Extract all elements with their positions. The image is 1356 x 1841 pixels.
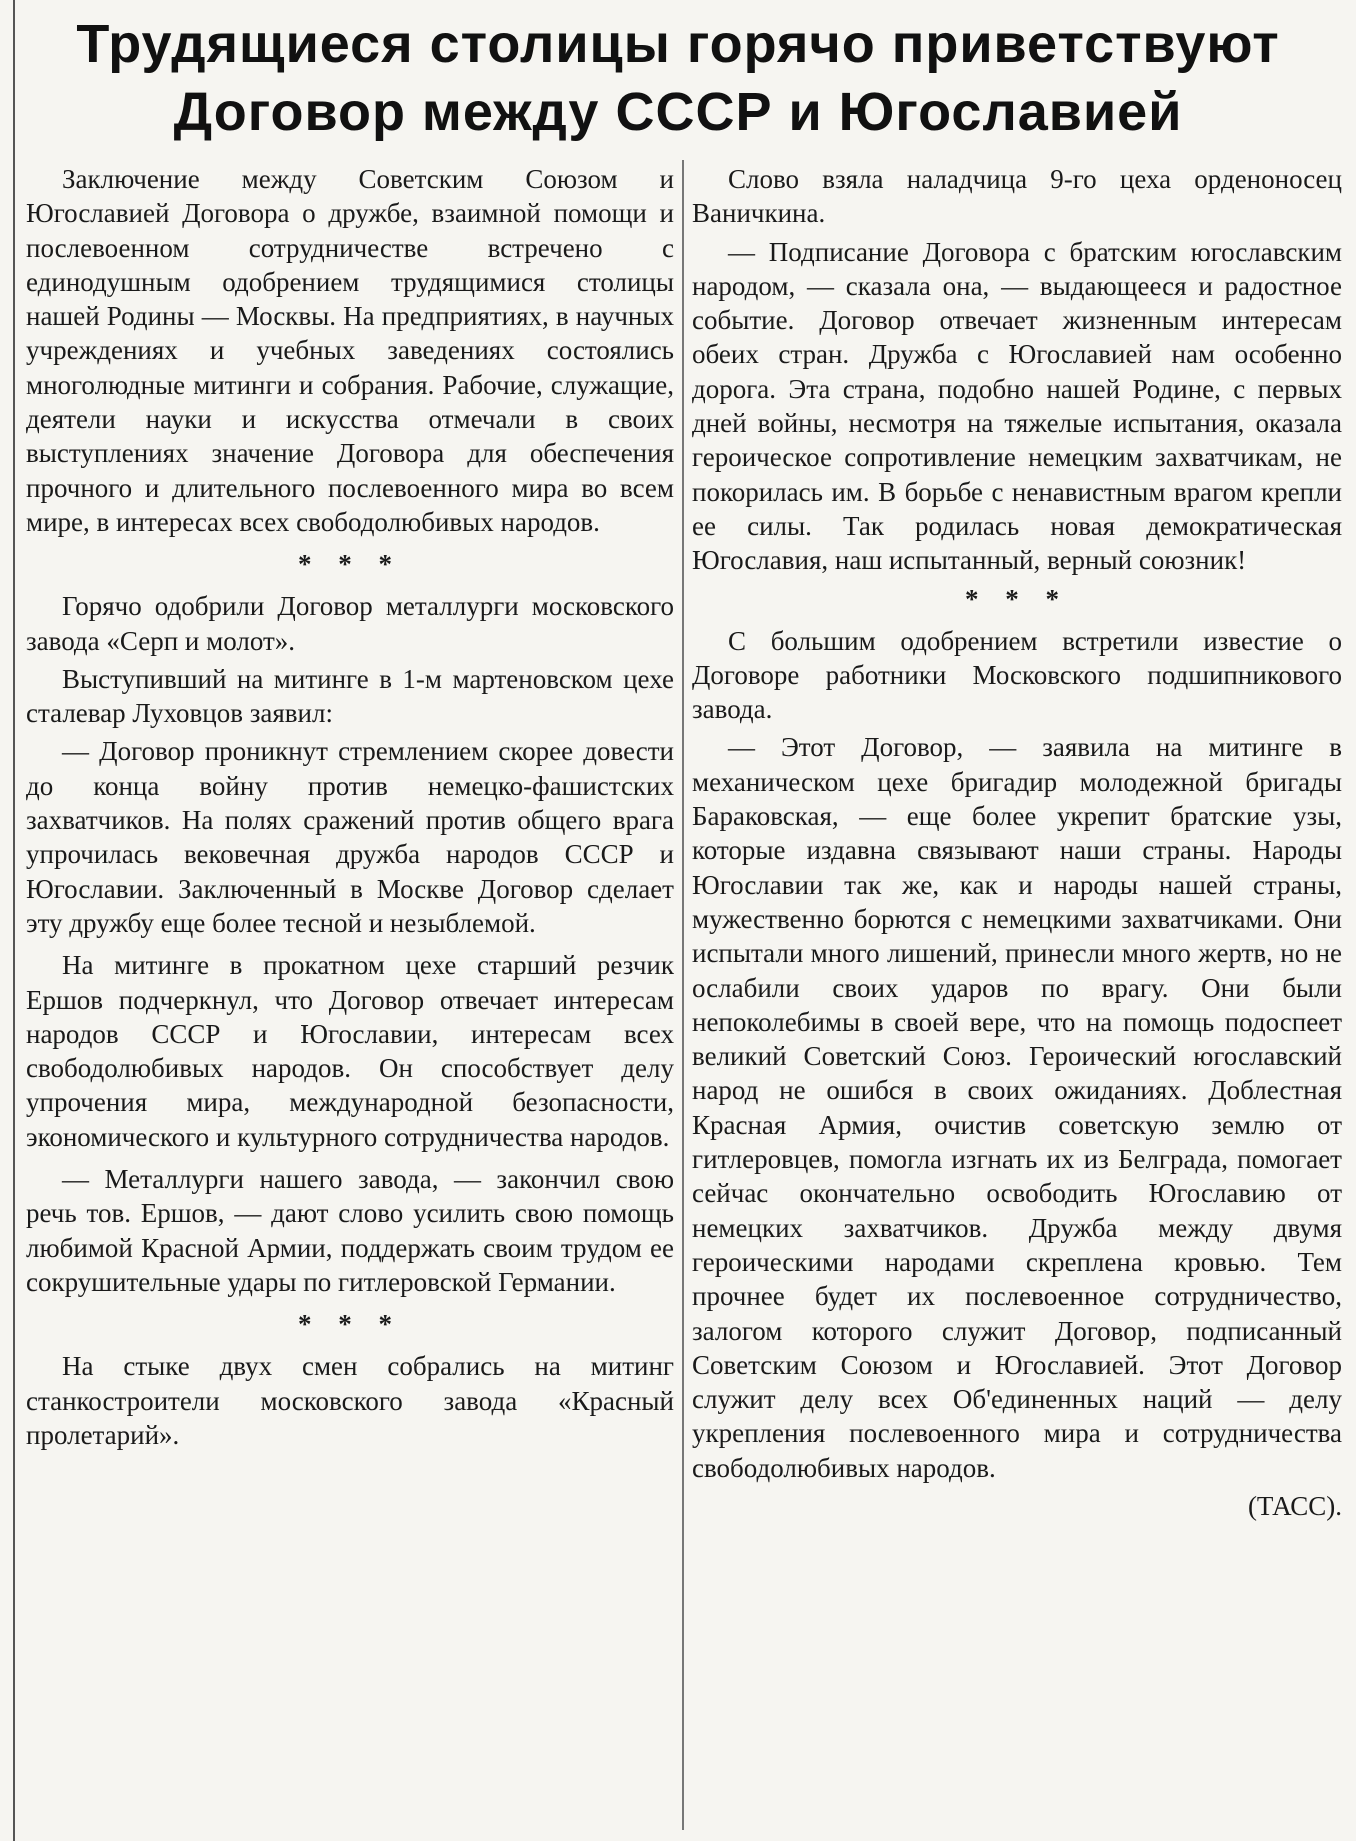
column-divider	[682, 160, 684, 1830]
paragraph: Горячо одобрили Договор металлурги московского завода «Серп и молот».	[26, 591, 674, 656]
paragraph: Слово взяла наладчица 9-го цеха орденоносец Ваничкина.	[692, 164, 1342, 229]
paragraph: С большим одобрением встретили известие о Договоре работники Московского подшипникового завода.	[692, 625, 1342, 725]
paragraph: — Этот Договор, — заявила на митинге в механическом цехе бригадир молодежной бригады Бараковская, — еще более укрепит братские узы, которые издавна связывают наши страны. Народы Югославии так же, как и народы нашей страны, мужественно борются с немецкими захватчиками. Они испытали много лишений, принесли много жертв, но не ослабили своих ударов по врагу. Они были непоколебимы в своей вере, что на помощь подоспеет великий Советский Союз. Героический югославский народ не ошибся в своих ожиданиях. Доблестная Красная Армия, очистив советскую землю от гитлеровцев, помогла изгнать их из Белграда, помогает сейчас окончательно освободить Югославию от немецких захватчиков. Дружба между двумя героическими народами скреплена кровью. Тем прочнее будет их послевоенное сотрудничество, залогом которого служит Договор, подписанный Советским Союзом и Югославией. Этот Договор служит делу всех Об'единенных наций — делу укрепления послевоенного мира и сотрудничества свободолюбивых народов.	[692, 732, 1342, 1483]
section-separator: * * *	[298, 1309, 402, 1340]
paragraph: — Договор проникнут стремлением скорее довести до конца войну против немецко-фашистских захватчиков. На полях сражений против общего врага упрочилась вековечная дружба народов СССР и Югославии. Заключенный в Москве Договор сделает эту дружбу еще более тесной и незыблемой.	[26, 736, 674, 938]
paragraph: Выступивший на митинге в 1-м мартеновском цехе сталевар Луховцов заявил:	[26, 663, 674, 729]
article-column-right	[692, 162, 1342, 1531]
paragraph: На стыке двух смен собрались на митинг станкостроители московского завода «Красный пролетарий».	[26, 1351, 674, 1450]
headline-line-1: Трудящиеся столицы горячо приветствуют	[76, 14, 1280, 74]
paragraph: На митинге в прокатном цехе старший резчик Ершов подчеркнул, что Договор отвечает интересам народов СССР и Югославии, интересам всех свободолюбивых народов. Он способствует делу упрочения мира, международной безопасности, экономического и культурного сотрудничества народов.	[26, 950, 674, 1152]
headline-line-2: Договор между СССР и Югославией	[173, 82, 1183, 142]
tass-signature: (ТАСС).	[1247, 1490, 1342, 1521]
paragraph: — Подписание Договора с братским югославским народом, — сказала она, — выдающееся и радостное событие. Договор отвечает жизненным интересам обеих стран. Дружба с Югославией нам особенно дорога. Эта страна, подобно нашей Родине, с первых дней войны, несмотря на тяжелые испытания, оказала героическое сопротивление немецким захватчикам, не покорилась им. В борьбе с ненавистным врагом крепли ее силы. Так родилась новая демократическая Югославия, наш испытанный, верный союзник!	[692, 236, 1342, 576]
section-separator: * * *	[298, 549, 402, 580]
section-separator: * * *	[965, 583, 1069, 614]
left-margin-rule	[13, 0, 15, 1841]
paragraph: — Металлурги нашего завода, — закончил свою речь тов. Ершов, — дают слово усилить свою помощь любимой Красной Армии, поддержать своим трудом ее сокрушительные удары по гитлеровской Германии.	[26, 1164, 674, 1297]
paragraph: Заключение между Советским Союзом и Югославией Договора о дружбе, взаимной помощи и послевоенном сотрудничестве встречено с единодушным одобрением трудящимися столицы нашей Родины — Москвы. На предприятиях, в научных учреждениях и учебных заведениях состоялись многолюдные митинги и собрания. Рабочие, служащие, деятели науки и искусства отмечали в своих выступлениях значение Договора для обеспечения прочного и длительного послевоенного мира во всем мире, в интересах всех свободолюбивых народов.	[26, 164, 674, 537]
article-column-left	[26, 162, 674, 1460]
headline	[20, 10, 1336, 146]
